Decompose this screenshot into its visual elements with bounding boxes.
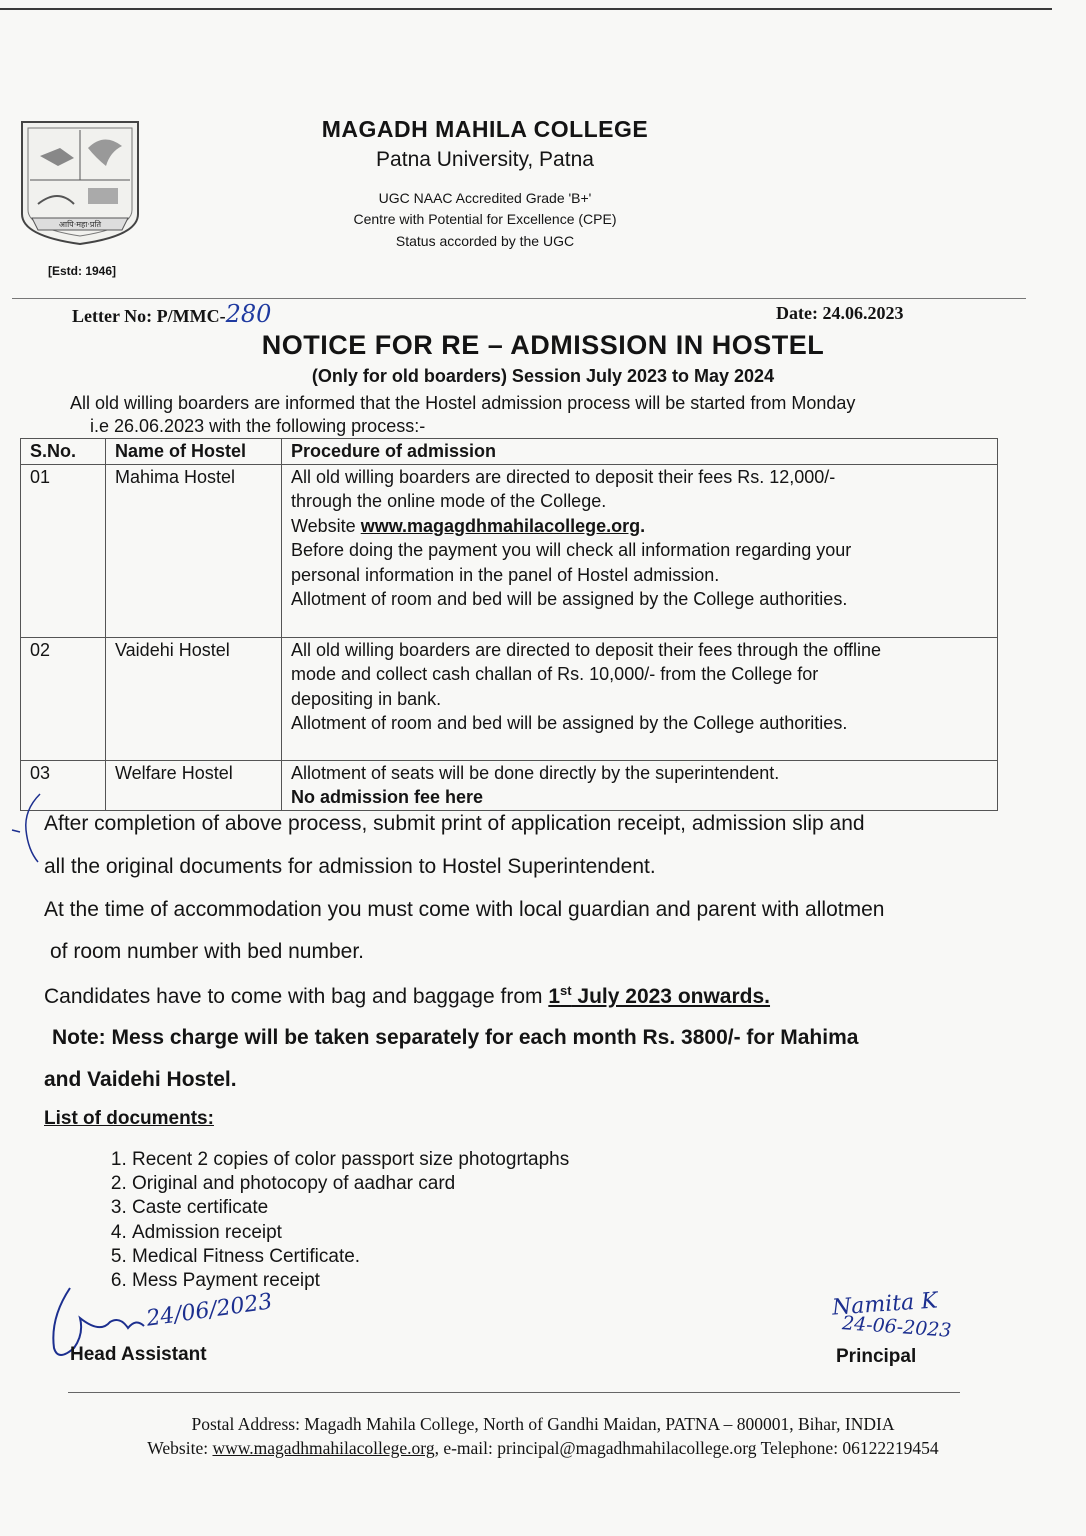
procedure-line: personal information in the panel of Hostel admission. (291, 564, 720, 585)
handwritten-margin-mark (4, 790, 44, 870)
instruction-line: At the time of accommodation you must come with local guardian and parent with allotmen (44, 898, 885, 921)
list-item: 5. Medical Fitness Certificate. (132, 1245, 569, 1269)
college-emblem-logo (18, 118, 142, 246)
procedure-line: Allotment of room and bed will be assigned by the College authorities. (291, 713, 848, 733)
college-name: MAGADH MAHILA COLLEGE (321, 116, 649, 142)
col-header-hostel: Name of Hostel (106, 439, 282, 465)
table-row (21, 637, 998, 760)
head-assistant-title: Head Assistant (70, 1344, 207, 1365)
admission-procedure-table (20, 438, 998, 811)
letter-date: Date: 24.06.2023 (776, 303, 904, 323)
header-divider (12, 298, 1026, 299)
start-date-emphasis (548, 985, 770, 1008)
principal-sign-date: 24-06-2023 (841, 1312, 953, 1342)
mess-charge-note-cont: and Vaidehi Hostel. (44, 1068, 237, 1091)
accreditation-line: UGC NAAC Accredited Grade 'B+' (378, 190, 592, 206)
cell-sno: 03 (21, 760, 106, 810)
letter-number-label: Letter No: P/MMC- (72, 306, 226, 326)
procedure-website-line (291, 514, 988, 539)
university-name: Patna University, Patna (376, 148, 594, 171)
instruction-line: all the original documents for admission to Hostel Superintendent. (44, 855, 656, 878)
intro-line-1: All old willing boarders are informed that the Hostel admission process will be started from Monday (70, 393, 856, 413)
procedure-line: mode and collect cash challan of Rs. 10,000/- from the College for (291, 664, 819, 684)
cell-hostel-name: Mahima Hostel (106, 464, 282, 637)
principal-title: Principal (836, 1346, 917, 1367)
table-row (21, 760, 998, 810)
procedure-line: All old willing boarders are directed to deposit their fees Rs. 12,000/- (291, 466, 836, 487)
procedure-line: Allotment of room and bed will be assigned by the College authorities. (291, 589, 848, 609)
procedure-line-bold: No admission fee here (291, 787, 484, 807)
procedure-line: Before doing the payment you will check all information regarding your (291, 540, 852, 560)
procedure-line: through the online mode of the College. (291, 491, 607, 511)
intro-text (70, 392, 1030, 438)
footer-divider (68, 1392, 960, 1393)
col-header-procedure: Procedure of admission (282, 439, 998, 465)
cell-procedure (282, 637, 998, 760)
top-border-line (0, 8, 1052, 10)
letter-number (72, 300, 271, 328)
cpe-line: Centre with Potential for Excellence (CPE) (353, 211, 617, 227)
list-item: 4. Admission receipt (132, 1221, 569, 1245)
college-website-link[interactable]: www.magagdhmahilacollege.org (360, 515, 641, 536)
procedure-line: All old willing boarders are directed to deposit their fees through the offline (291, 639, 882, 660)
cell-sno: 01 (21, 464, 106, 637)
ugc-status-line: Status accorded by the UGC (395, 233, 575, 249)
footer-website-label: Website: (147, 1438, 213, 1458)
cell-sno: 02 (21, 637, 106, 760)
list-item: 1. Recent 2 copies of color passport size photogrtaphs (132, 1148, 569, 1172)
letter-number-handwritten: 280 (225, 300, 272, 328)
footer-email-phone: , e-mail: principal@magadhmahilacollege.org Telephone: 06122219454 (434, 1438, 939, 1458)
procedure-line: depositing in bank. (291, 688, 442, 709)
list-item: 3. Caste certificate (132, 1196, 569, 1220)
documents-heading: List of documents: (44, 1108, 214, 1129)
website-label: Website (291, 515, 361, 536)
intro-line-2: i.e 26.06.2023 with the following process:- (90, 416, 426, 436)
established-year: [Estd: 1946] (48, 264, 117, 278)
table-row (21, 464, 998, 637)
cell-hostel-name: Vaidehi Hostel (106, 637, 282, 760)
baggage-text: Candidates have to come with bag and baggage from (44, 985, 549, 1008)
baggage-date-line (44, 983, 1074, 1009)
col-header-sno: S.No. (21, 439, 106, 465)
emblem-motto: आपि·महा·प्रति (58, 220, 102, 229)
documents-list (94, 1148, 569, 1293)
postal-address: Postal Address: Magadh Mahila College, North of Gandhi Maidan, PATNA – 800001, Bihar, INDIA (191, 1414, 895, 1434)
cell-hostel-name: Welfare Hostel (106, 760, 282, 810)
footer-website-link[interactable]: www.magadhmahilacollege.org (212, 1438, 435, 1458)
cell-procedure (282, 464, 998, 637)
instruction-line: After completion of above process, submit print of application receipt, admission slip and (44, 812, 865, 835)
list-item: 6. Mess Payment receipt (132, 1269, 569, 1293)
notice-subtitle: (Only for old boarders) Session July 2023 to May 2024 (311, 366, 775, 386)
start-day-suffix: st (560, 983, 572, 998)
notice-title: NOTICE FOR RE – ADMISSION IN HOSTEL (261, 330, 825, 360)
start-day: 1 (548, 985, 561, 1008)
start-month: July 2023 onwards. (571, 985, 771, 1008)
list-item: 2. Original and photocopy of aadhar card (132, 1172, 569, 1196)
table-header-row (21, 439, 998, 465)
mess-charge-note: Note: Mess charge will be taken separately for each month Rs. 3800/- for Mahima (52, 1026, 859, 1049)
instruction-line: of room number with bed number. (50, 940, 364, 963)
cell-procedure (282, 760, 998, 810)
head-assistant-sign-date: 24/06/2023 (144, 1289, 274, 1332)
principal-signature: Namita K (831, 1288, 939, 1321)
footer-contact (0, 1438, 1086, 1459)
procedure-line: Allotment of seats will be done directly by the superintendent. (291, 762, 780, 783)
website-period: . (640, 515, 646, 536)
